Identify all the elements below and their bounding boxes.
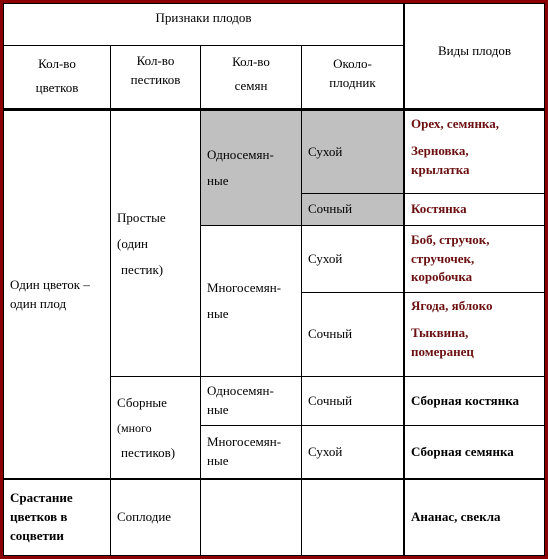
kind-drupe: Костянка [411,201,467,217]
header-col-seeds: Кол-во семян [232,54,270,94]
kind-berry-apple: Ягода, яблоко Тыквина, померанец [411,298,493,359]
kind-legume-pod: Боб, стручок, стручочек, коробочка [411,231,490,285]
kind-nut-achene: Орех, семянка, Зерновка, крылатка [411,116,499,177]
header-kinds-title: Виды плодов [437,43,512,58]
pericarp-juicy-2: Сочный [308,326,353,342]
pericarp-dry-2: Сухой [308,250,343,266]
row-simple-pistil: Простые (один пестик) [117,209,166,277]
header-col-pericarp: Около- плодник [329,56,376,90]
header-col-flowers: Кол-во цветков [35,56,79,96]
seeds-many-aggregate: Многосемян- ные [207,434,282,468]
pericarp-dry-1: Сухой [308,143,343,159]
seeds-one-aggregate: Односемян- ные [207,383,274,417]
header-main-title: Признаки плодов [155,10,252,25]
row-one-flower-one-fruit: Один цветок – один плод [10,276,90,311]
kind-aggregate-drupe: Сборная костянка [411,392,519,408]
seeds-one-simple: Односемян- ные [207,147,274,188]
pericarp-juicy-3: Сочный [308,392,353,408]
row-flower-fusion: Срастание цветков в соцветии [10,490,73,543]
seeds-many-simple: Многосемян- ные [207,280,282,321]
header-col-pistils: Кол-во пестиков [130,53,181,87]
kind-aggregate-achene: Сборная семянка [411,443,514,459]
pericarp-juicy-1: Сочный [308,201,353,217]
fruit-classification-table [3,3,545,556]
kind-pineapple-beet: Ананас, свекла [411,509,501,525]
pericarp-dry-3: Сухой [308,443,343,459]
row-infructescence: Соплодие [117,509,172,525]
row-aggregate-pistils: Сборные (много пестиков) [117,394,176,460]
